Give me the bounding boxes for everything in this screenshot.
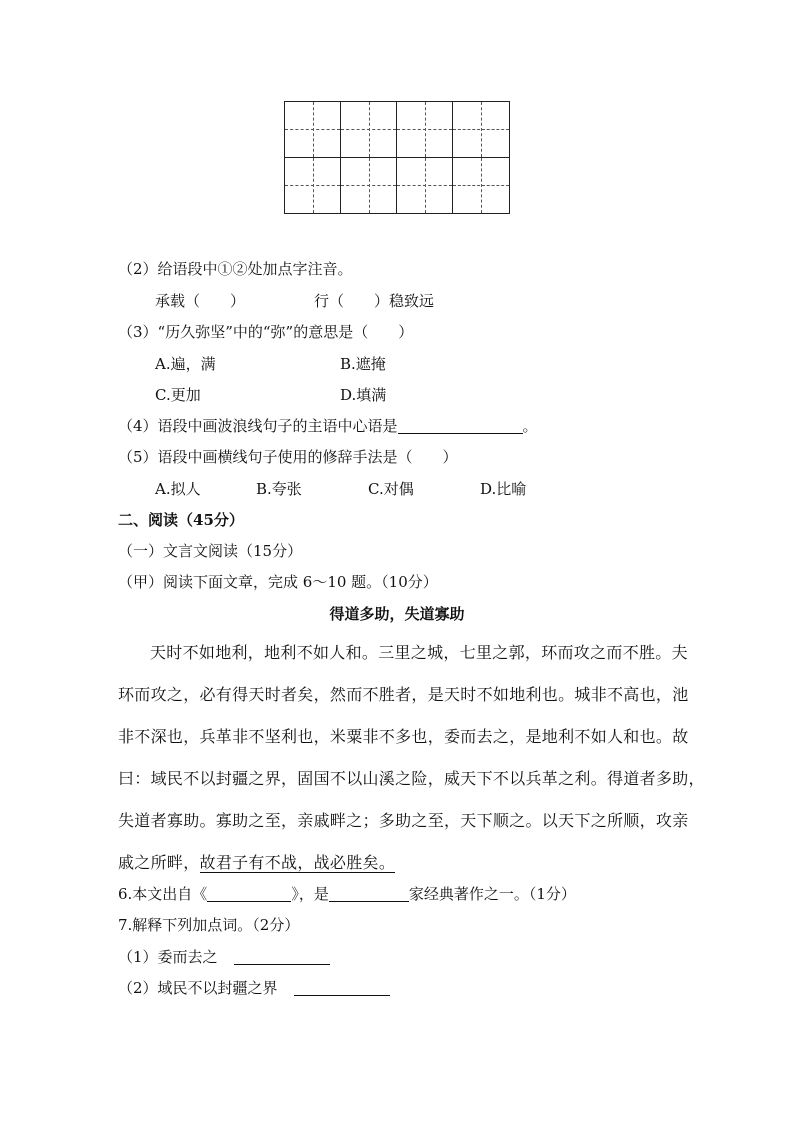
question-6: [118, 883, 576, 904]
grid-cell: [453, 102, 509, 158]
answer-blank[interactable]: [294, 979, 390, 996]
question-6-mid: 》，是: [291, 885, 329, 903]
passage-line: 非不深也，兵革非不坚利也，米粟非不多也，委而去之，是地利不如人和也。故: [118, 727, 689, 746]
question-6-pre: 6.本文出自《: [118, 885, 208, 903]
passage-title: 得道多助，失道寡助: [329, 605, 465, 623]
question-3: （3）“历久弥坚”中的“弥”的意思是（ ）: [118, 323, 414, 341]
passage-line: 曰：域民不以封疆之界，固国不以山溪之险，威天下不以兵革之利。得道者多助，: [118, 769, 705, 788]
question-5: （5）语段中画横线句子使用的修辞手法是（ ）: [118, 448, 458, 466]
question-4-end: 。: [522, 417, 538, 435]
grid-cell: [397, 158, 453, 214]
question-4: [118, 415, 538, 436]
question-2-item-a: 承载（ ）: [155, 292, 246, 310]
grid-cell: [341, 102, 397, 158]
passage-text: 戚之所畔，: [118, 853, 200, 872]
answer-blank-school[interactable]: [329, 885, 409, 902]
answer-blank[interactable]: [398, 417, 523, 434]
question-5-option-c: C.对偶: [368, 480, 414, 498]
section-2-sub-1a: （甲）阅读下面文章，完成 6～10 题。（10分）: [118, 573, 438, 591]
question-2: （2）给语段中①②处加点字注音。: [118, 260, 353, 278]
grid-cell: [341, 158, 397, 214]
question-6-post: 家经典著作之一。（1分）: [408, 885, 576, 903]
grid-cell: [285, 102, 341, 158]
question-7-item-2: [118, 977, 390, 998]
grid-cell: [397, 102, 453, 158]
grid-cell: [285, 158, 341, 214]
question-3-option-b: B.遮掩: [340, 355, 386, 373]
question-5-option-a: A.拟人: [155, 480, 201, 498]
writing-grid: [284, 101, 510, 214]
question-5-option-d: D.比喻: [480, 480, 527, 498]
passage-line-last: [118, 850, 395, 873]
question-5-option-b: B.夸张: [256, 480, 302, 498]
question-3-option-a: A.遍，满: [155, 355, 216, 373]
question-3-option-d: D.填满: [340, 386, 387, 404]
grid-cell: [453, 158, 509, 214]
passage-line: 失道者寡助。寡助之至，亲戚畔之；多助之至，天下顺之。以天下之所顺，攻亲: [118, 811, 689, 830]
section-2-heading: 二、阅读（45分）: [118, 511, 244, 529]
section-2-sub-1: （一）文言文阅读（15分）: [118, 542, 303, 560]
question-7-item-2-text: （2）域民不以封疆之界: [118, 979, 278, 997]
question-7: 7.解释下列加点词。（2分）: [118, 916, 300, 934]
question-4-text: （4）语段中画波浪线句子的主语中心语是: [118, 417, 398, 435]
question-7-item-1-text: （1）委而去之: [118, 948, 218, 966]
question-2-item-b: 行（ ）稳致远: [314, 292, 435, 310]
answer-blank[interactable]: [234, 948, 330, 965]
passage-underlined-sentence: 故君子有不战，战必胜矣。: [199, 853, 396, 872]
answer-blank-book[interactable]: [207, 885, 291, 902]
passage-line: 环而攻之，必有得天时者矣，然而不胜者，是天时不如地利也。城非不高也，池: [118, 685, 689, 704]
question-3-option-c: C.更加: [155, 386, 201, 404]
passage-line: 天时不如地利，地利不如人和。三里之城，七里之郭，环而攻之而不胜。夫: [150, 643, 688, 662]
question-7-item-1: [118, 946, 330, 967]
